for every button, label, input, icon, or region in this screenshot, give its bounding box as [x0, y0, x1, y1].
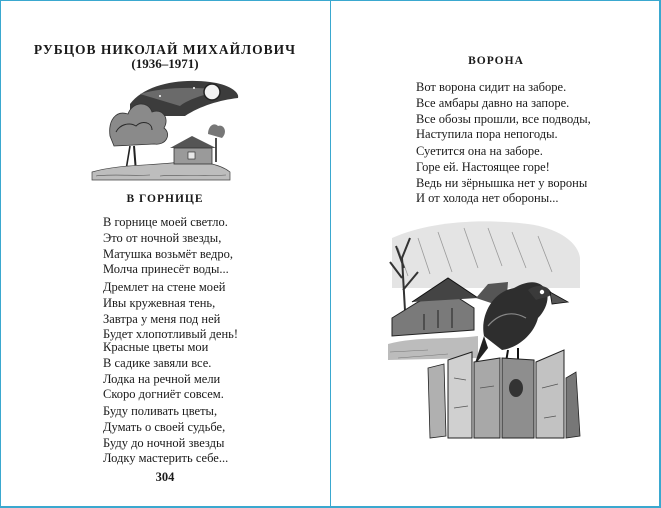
- page-number: 304: [155, 470, 175, 484]
- verse-line: Молча принесёт воды...: [103, 262, 229, 277]
- verse-line: Наступила пора непогоды.: [416, 127, 558, 142]
- night-village-illustration: [90, 76, 240, 184]
- stanza-2: [416, 144, 587, 207]
- verse-line: Это от ночной звезды,: [103, 230, 222, 245]
- verse-line: Думать о своей судьбе,: [103, 419, 226, 434]
- crow-on-fence-illustration: [388, 218, 584, 442]
- left-page: [0, 0, 330, 508]
- stanza-1: [416, 80, 591, 143]
- verse-line: Завтра у меня под ней: [103, 311, 221, 326]
- author-years: (1936–1971): [131, 56, 199, 71]
- verse-line: Ивы кружевная тень,: [103, 295, 216, 310]
- stanza-4: [103, 404, 228, 467]
- verse-line: Буду до ночной звезды: [103, 435, 225, 450]
- verse-line: Красные цветы мои: [103, 340, 209, 354]
- poem-title-gornitse: В ГОРНИЦЕ: [126, 193, 204, 205]
- verse-line: В горнице моей светло.: [103, 215, 228, 229]
- stanza-3: [103, 340, 224, 403]
- verse-line: Дремлет на стене моей: [103, 280, 226, 294]
- verse-line: Все амбары давно на запоре.: [416, 95, 570, 110]
- verse-line: И от холода нет обороны...: [416, 191, 559, 206]
- verse-line: Матушка возьмёт ведро,: [103, 246, 234, 261]
- verse-line: Лодку мастерить себе...: [103, 451, 229, 466]
- verse-line: Скоро догниёт совсем.: [103, 387, 224, 402]
- poem-title-vorona: ВОРОНА: [468, 55, 524, 67]
- verse-line: Все обозы прошли, все подводы,: [416, 111, 591, 126]
- verse-line: Будет хлопотливый день!: [103, 327, 238, 342]
- verse-line: Ведь ни зёрнышка нет у вороны: [416, 175, 588, 190]
- verse-line: Горе ей. Настоящее горе!: [416, 159, 550, 174]
- right-page: [331, 0, 661, 508]
- author-name: РУБЦОВ НИКОЛАЙ МИХАЙЛОВИЧ: [33, 42, 297, 57]
- verse-line: Лодка на речной мели: [103, 371, 221, 386]
- verse-line: Буду поливать цветы,: [103, 404, 218, 418]
- stanza-1: [103, 215, 233, 278]
- verse-line: Вот ворона сидит на заборе.: [416, 80, 567, 94]
- verse-line: В садике завяли все.: [103, 355, 212, 370]
- verse-line: Суетится она на заборе.: [416, 144, 543, 158]
- stanza-2: [103, 280, 238, 343]
